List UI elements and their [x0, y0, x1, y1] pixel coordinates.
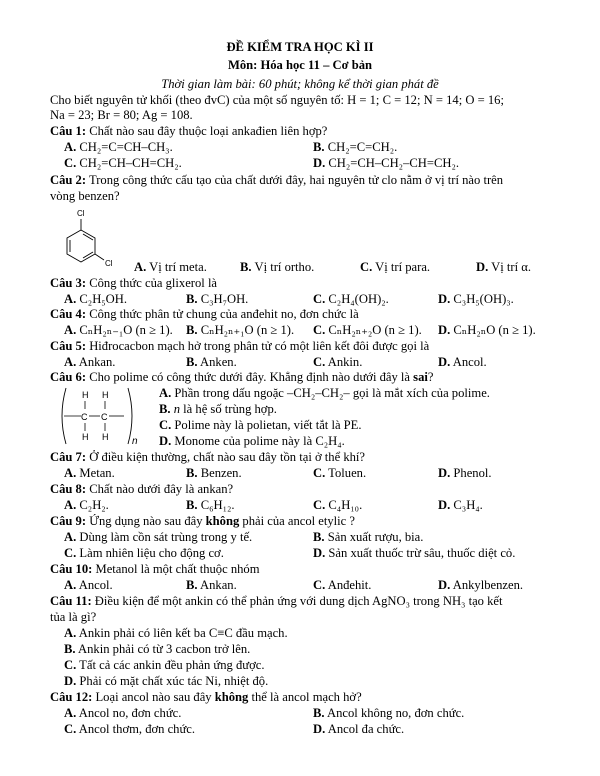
exam-title: ĐỀ KIỂM TRA HỌC KÌ II: [226, 40, 374, 54]
q12-option-a: A. Ancol no, đơn chức.: [64, 706, 182, 720]
q1-stem: Câu 1: Chất nào sau đây thuộc loại ankađien liên hợp?: [50, 124, 328, 138]
h-bottom-2: H: [102, 432, 109, 442]
c-atom-2: C: [101, 412, 108, 422]
q9-option-c: C. Làm nhiên liệu cho động cơ.: [64, 546, 224, 560]
q6-option-b: B. n là hệ số trùng hợp.: [159, 402, 277, 416]
q3-stem: Câu 3: Công thức của glixerol là: [50, 276, 218, 290]
q4-option-c: C. CₙH₂ₙ₊₂O (n ≥ 1).: [313, 323, 422, 337]
q6-stem: Câu 6: Cho polime có công thức dưới đây. Khẳng định nào dưới đây là sai?: [50, 370, 434, 384]
q10-stem: Câu 10: Metanol là một chất thuộc nhóm: [50, 562, 260, 576]
q12-option-d: D. Ancol đa chức.: [313, 722, 405, 736]
subscript-n: n: [132, 436, 138, 447]
q5-option-b: B. Anken.: [186, 355, 237, 369]
q7-option-b: B. Benzen.: [186, 466, 242, 480]
h-bottom-1: H: [82, 432, 89, 442]
q2-stem-2: vòng benzen?: [50, 189, 120, 203]
q7-option-a: A. Metan.: [64, 466, 115, 480]
q10-option-b: B. Ankan.: [186, 578, 237, 592]
q12-stem: Câu 12: Loại ancol nào sau đây không thể là ancol mạch hở?: [50, 690, 362, 704]
q11-option-d: D. Phải có mặt chất xúc tác Ni, nhiệt độ.: [64, 674, 269, 688]
q2-stem-1: Câu 2: Trong công thức cấu tạo của chất dưới đây, hai nguyên tử clo nằm ở vị trí nào trên: [50, 173, 504, 187]
q10-option-c: C. Anđehit.: [313, 578, 372, 592]
c-atom-1: C: [81, 412, 88, 422]
polyethylene-structure: [52, 384, 152, 448]
q6-option-a: A. Phần trong dấu ngoặc –CH₂–CH₂– gọi là mắt xích của polime.: [159, 386, 490, 400]
q4-option-d: D. CₙH₂ₙO (n ≥ 1).: [438, 323, 536, 337]
exam-time: Thời gian làm bài: 60 phút; không kể thời gian phát đề: [161, 77, 439, 91]
q2-option-a: A. Vị trí meta.: [134, 260, 207, 274]
q5-option-a: A. Ankan.: [64, 355, 116, 369]
double-bond-bottom: [83, 252, 93, 258]
q12-option-c: C. Ancol thơm, đơn chức.: [64, 722, 196, 736]
q9-option-b: B. Sản xuất rượu, bia.: [313, 530, 424, 544]
exam-subject: Môn: Hóa học 11 – Cơ bản: [227, 58, 373, 72]
intro-line-1: Cho biết nguyên tử khối (theo đvC) của một số nguyên tố: H = 1; C = 12; N = 14; O = 16;: [50, 93, 504, 107]
double-bond-top: [83, 234, 93, 240]
q4-stem: Câu 4: Công thức phân tử chung của anđehit no, đơn chức là: [50, 307, 359, 321]
benzene-ring: [67, 230, 95, 262]
q9-option-a: A. Dùng làm cồn sát trùng trong y tế.: [64, 530, 253, 544]
q3-option-a: A. C₂H₅OH.: [64, 292, 128, 306]
q11-stem-2: tủa là gì?: [50, 610, 97, 624]
q3-option-d: D. C₃H₅(OH)₃.: [438, 292, 514, 306]
q1-option-c: C. CH₂=CH–CH=CH₂.: [64, 156, 182, 170]
q1-option-a: A. CH₂=C=CH–CH₃.: [64, 140, 173, 154]
q5-option-c: C. Ankin.: [313, 355, 363, 369]
q9-option-d: D. Sản xuất thuốc trừ sâu, thuốc diệt cỏ.: [313, 546, 516, 560]
cl-top-label: Cl: [77, 209, 85, 218]
q7-option-d: D. Phenol.: [438, 466, 492, 480]
q12-option-b: B. Ancol không no, đơn chức.: [313, 706, 465, 720]
q4-option-a: A. CₙH₂ₙ₋₁O (n ≥ 1).: [64, 323, 173, 337]
q10-option-a: A. Ancol.: [64, 578, 113, 592]
q4-option-b: B. CₙH₂ₙ₊₁O (n ≥ 1).: [186, 323, 295, 337]
q6-option-c: C. Polime này là polietan, viết tắt là PE.: [159, 418, 362, 432]
q6-option-d: D. Monome của polime này là C₂H₄.: [159, 434, 345, 448]
q8-option-b: B. C₆H₁₂.: [186, 498, 235, 512]
q2-option-b: B. Vị trí ortho.: [240, 260, 315, 274]
q1-option-b: B. CH₂=C=CH₂.: [313, 140, 398, 154]
q8-option-a: A. C₂H₂.: [64, 498, 109, 512]
q11-option-a: A. Ankin phải có liên kết ba C≡C đầu mạch.: [64, 626, 288, 640]
q11-option-b: B. Ankin phải có từ 3 cacbon trở lên.: [64, 642, 251, 656]
bond-cl-meta: [95, 254, 104, 260]
q9-stem: Câu 9: Ứng dụng nào sau đây không phải của ancol etylic ?: [50, 514, 356, 528]
q7-option-c: C. Toluen.: [313, 466, 367, 480]
q8-option-d: D. C₃H₄.: [438, 498, 483, 512]
q5-stem: Câu 5: Hiđrocacbon mạch hở trong phân tử có một liên kết đôi được gọi là: [50, 339, 430, 353]
dichlorobenzene-structure: [50, 198, 130, 278]
q3-option-b: B. C₃H₇OH.: [186, 292, 249, 306]
h-top-1: H: [82, 390, 89, 400]
q3-option-c: C. C₂H₄(OH)₂.: [313, 292, 389, 306]
q7-stem: Câu 7: Ở điều kiện thường, chất nào sau đây tồn tại ở thể khí?: [50, 450, 365, 464]
q11-option-c: C. Tất cả các ankin đều phản ứng được.: [64, 658, 265, 672]
q2-option-d: D. Vị trí α.: [476, 260, 532, 274]
q10-option-d: D. Ankylbenzen.: [438, 578, 524, 592]
cl-meta-label: Cl: [105, 259, 113, 268]
q8-stem: Câu 8: Chất nào dưới đây là ankan?: [50, 482, 234, 496]
q5-option-d: D. Ancol.: [438, 355, 487, 369]
q11-stem-1: Câu 11: Điều kiện để một ankin có thể phản ứng với dung dịch AgNO₃ trong NH₃ tạo kết: [50, 594, 503, 608]
q1-option-d: D. CH₂=CH–CH₂–CH=CH₂.: [313, 156, 459, 170]
intro-line-2: Na = 23; Br = 80; Ag = 108.: [50, 108, 193, 122]
q2-option-c: C. Vị trí para.: [360, 260, 431, 274]
h-top-2: H: [102, 390, 109, 400]
q8-option-c: C. C₄H₁₀.: [313, 498, 363, 512]
